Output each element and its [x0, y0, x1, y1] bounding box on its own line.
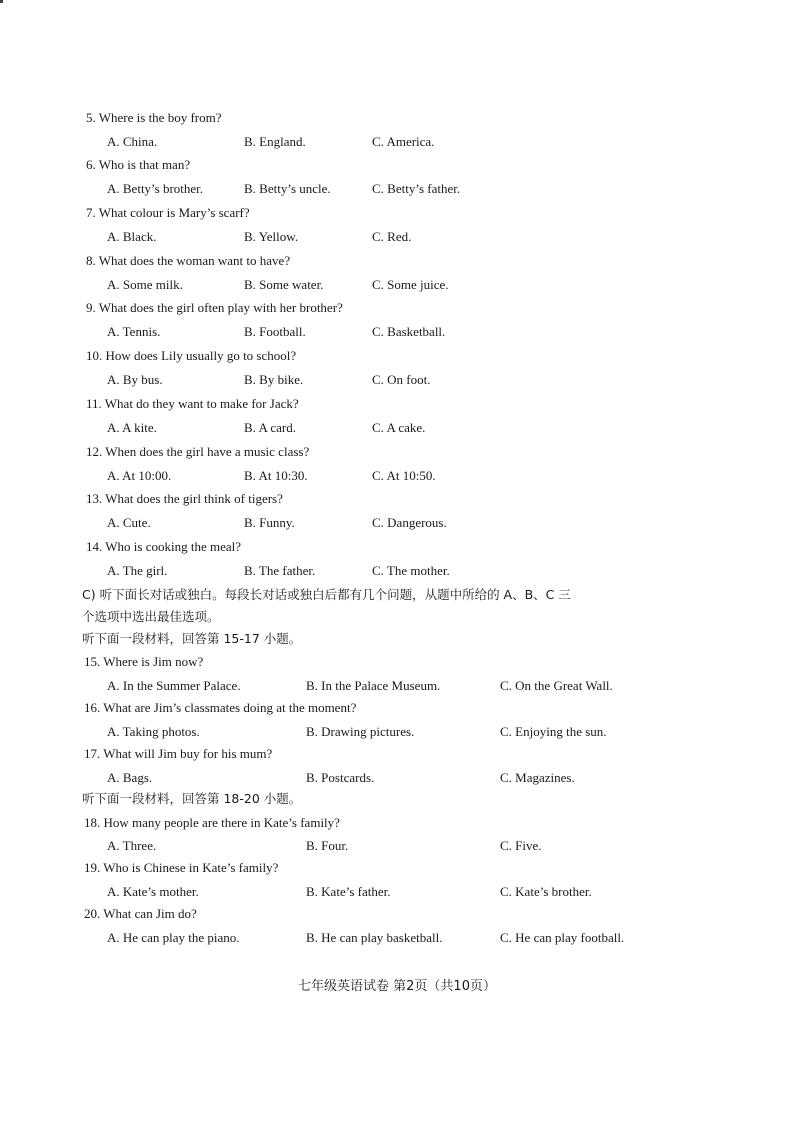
option-8b: B. Some water.: [244, 277, 324, 292]
option-9b: B. Football.: [244, 324, 306, 339]
option-16c: C. Enjoying the sun.: [500, 724, 607, 739]
option-19b: B. Kate’s father.: [306, 884, 391, 899]
question-16: 16. What are Jim’s classmates doing at the moment?: [84, 700, 357, 715]
question-10: 10. How does Lily usually go to school?: [86, 348, 297, 363]
option-9c: C. Basketball.: [372, 324, 446, 339]
option-6a: A. Betty’s brother.: [107, 181, 204, 196]
question-12: 12. When does the girl have a music class?: [86, 444, 310, 459]
option-17a: A. Bags.: [107, 770, 153, 785]
option-8a: A. Some milk.: [107, 277, 183, 292]
question-6: 6. Who is that man?: [86, 157, 191, 172]
option-12a: A. At 10:00.: [107, 468, 172, 483]
section-c-instruction-line1: C) 听下面长对话或独白。每段长对话或独白后都有几个问题，从题中所给的 A、B、C 三: [82, 587, 571, 602]
option-8c: C. Some juice.: [372, 277, 449, 292]
question-18: 18. How many people are there in Kate’s family?: [84, 815, 340, 830]
option-20a: A. He can play the piano.: [107, 930, 240, 945]
question-14: 14. Who is cooking the meal?: [86, 539, 242, 554]
option-14b: B. The father.: [244, 563, 316, 578]
question-8: 8. What does the woman want to have?: [86, 253, 291, 268]
question-20: 20. What can Jim do?: [84, 906, 197, 921]
option-5a: A. China.: [107, 134, 158, 149]
question-11: 11. What do they want to make for Jack?: [86, 396, 299, 411]
question-17: 17. What will Jim buy for his mum?: [84, 746, 273, 761]
option-19c: C. Kate’s brother.: [500, 884, 592, 899]
question-13: 13. What does the girl think of tigers?: [86, 491, 283, 506]
option-16b: B. Drawing pictures.: [306, 724, 415, 739]
option-17c: C. Magazines.: [500, 770, 575, 785]
option-14c: C. The mother.: [372, 563, 450, 578]
question-15: 15. Where is Jim now?: [84, 654, 204, 669]
scan-corner-mark: [0, 0, 3, 3]
option-5c: C. America.: [372, 134, 435, 149]
option-15a: A. In the Summer Palace.: [107, 678, 241, 693]
option-12b: B. At 10:30.: [244, 468, 308, 483]
option-20b: B. He can play basketball.: [306, 930, 443, 945]
option-12c: C. At 10:50.: [372, 468, 436, 483]
option-17b: B. Postcards.: [306, 770, 375, 785]
option-19a: A. Kate’s mother.: [107, 884, 199, 899]
material-2-instruction: 听下面一段材料，回答第 18-20 小题。: [82, 791, 302, 806]
option-7c: C. Red.: [372, 229, 412, 244]
question-5: 5. Where is the boy from?: [86, 110, 222, 125]
option-18c: C. Five.: [500, 838, 542, 853]
question-7: 7. What colour is Mary’s scarf?: [86, 205, 250, 220]
option-16a: A. Taking photos.: [107, 724, 200, 739]
option-18a: A. Three.: [107, 838, 157, 853]
option-9a: A. Tennis.: [107, 324, 161, 339]
option-15c: C. On the Great Wall.: [500, 678, 613, 693]
section-c-instruction-line2: 个选项中选出最佳选项。: [82, 609, 220, 624]
option-7a: A. Black.: [107, 229, 157, 244]
option-11b: B. A card.: [244, 420, 296, 435]
option-6b: B. Betty’s uncle.: [244, 181, 331, 196]
option-13c: C. Dangerous.: [372, 515, 447, 530]
option-10b: B. By bike.: [244, 372, 304, 387]
option-13a: A. Cute.: [107, 515, 151, 530]
page-footer: 七年级英语试卷 第2页（共10页）: [298, 979, 496, 994]
option-10a: A. By bus.: [107, 372, 163, 387]
option-11c: C. A cake.: [372, 420, 426, 435]
option-20c: C. He can play football.: [500, 930, 625, 945]
option-6c: C. Betty’s father.: [372, 181, 461, 196]
option-18b: B. Four.: [306, 838, 349, 853]
material-1-instruction: 听下面一段材料，回答第 15-17 小题。: [82, 631, 302, 646]
option-7b: B. Yellow.: [244, 229, 299, 244]
option-10c: C. On foot.: [372, 372, 431, 387]
option-11a: A. A kite.: [107, 420, 157, 435]
option-5b: B. England.: [244, 134, 306, 149]
question-9: 9. What does the girl often play with her brother?: [86, 300, 343, 315]
option-14a: A. The girl.: [107, 563, 168, 578]
question-19: 19. Who is Chinese in Kate’s family?: [84, 860, 279, 875]
option-13b: B. Funny.: [244, 515, 295, 530]
option-15b: B. In the Palace Museum.: [306, 678, 441, 693]
